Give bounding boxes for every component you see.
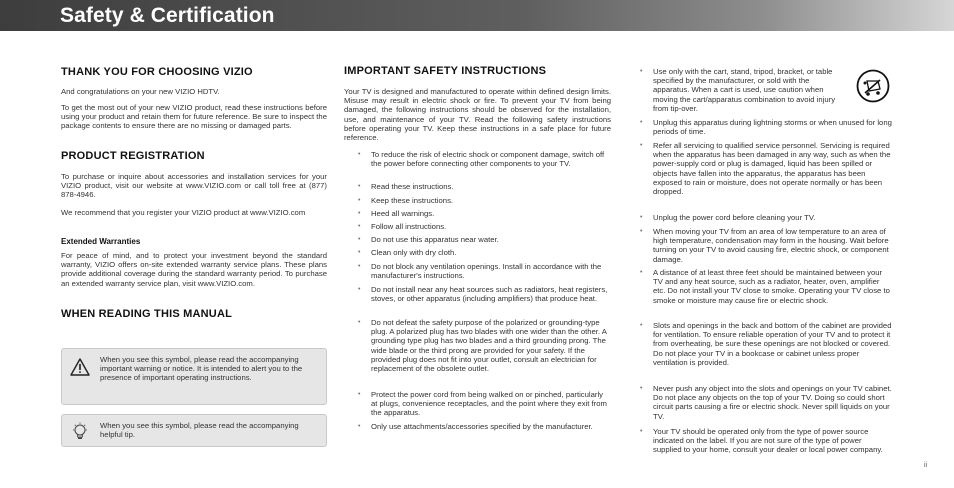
list-item: • Do not use this apparatus near water. xyxy=(358,235,499,244)
list-item: • Slots and openings in the back and bottom of the cabinet are provided for ventilation. To ensure reliable operation of your TV and to protect it from overheating, be sure these openings are not blocked or covered. Do not place your TV in a bookcase or cabinet unless proper ventilation is provided. xyxy=(640,321,892,367)
warning-notice-box xyxy=(61,348,327,405)
list-item: • Do not block any ventilation openings. Install in accordance with the manufacturer's instructions. xyxy=(358,262,602,281)
list-item: • A distance of at least three feet should be maintained between your TV and any heat source, such as a radiator, heater, oven, amplifier etc. Do not install your TV close to smoke. Operating your TV close to smoke or moisture may cause fire or electric shock. xyxy=(640,268,890,305)
list-item: • Only use attachments/accessories specified by the manufacturer. xyxy=(358,422,593,431)
reading-manual-heading: WHEN READING THIS MANUAL xyxy=(61,308,233,320)
list-item: • To reduce the risk of electric shock or component damage, switch off the power before connecting other components to your TV. xyxy=(358,150,605,169)
list-item: • Do not defeat the safety purpose of the polarized or grounding-type plug. A polarized plug has two blades with one wider than the other. A grounding type plug has two blades and a third grounding prong. The wide blade or the third prong are provided for your safety. If the provided plug does not fit into your outlet, consult an electrician for replacement of the obsolete outlet. xyxy=(358,318,607,374)
cart-tipover-icon xyxy=(856,69,890,103)
list-item: • Use only with the cart, stand, tripod, bracket, or table specified by the manufacturer, or sold with the apparatus. When a cart is used, use caution when moving the cart/apparatus combination to avoid injury from tip-over. xyxy=(640,67,836,113)
list-item: • Never push any object into the slots and openings on your TV cabinet. Do not place any objects on the top of your TV. Doing so could short circuit parts causing a fire or electric shock. Never spill liquids on your TV. xyxy=(640,384,892,421)
list-item: • Heed all warnings. xyxy=(358,209,435,218)
list-item: • Unplug this apparatus during lightning storms or when unused for long periods of time. xyxy=(640,118,892,137)
thank-you-text-2: To get the most out of your new VIZIO product, read these instructions before using your product and retain them for future reference. Be sure to inspect the package contents to ensure there are no missing or damaged parts. xyxy=(61,103,327,131)
list-item: • Read these instructions. xyxy=(358,182,454,191)
lightbulb-icon xyxy=(72,422,88,447)
list-item: • When moving your TV from an area of low temperature to an area of high temperature, condensation may form in the housing. Wait before turning on your TV to avoid causing fire, electric shock, or component damage. xyxy=(640,227,889,264)
tip-notice-text: When you see this symbol, please read the accompanying helpful tip. xyxy=(100,421,299,440)
safety-instructions-heading: IMPORTANT SAFETY INSTRUCTIONS xyxy=(344,65,547,77)
registration-text-1: To purchase or inquire about accessories and installation services for your VIZIO product, visit our website at www.VIZIO.com or call toll free at (877) 878-4946. xyxy=(61,172,327,200)
list-item: • Your TV should be operated only from the type of power source indicated on the label. If you are not sure of the type of power supplied to your home, consult your dealer or local power company. xyxy=(640,427,883,455)
extended-warranties-heading: Extended Warranties xyxy=(61,237,141,246)
page-header xyxy=(0,0,954,31)
list-item: • Protect the power cord from being walked on or pinched, particularly at plugs, convenience receptacles, and the point where they exit from the apparatus. xyxy=(358,390,607,418)
thank-you-text-1: And congratulations on your new VIZIO HDTV. xyxy=(61,87,220,96)
page-title: Safety & Certification xyxy=(60,4,275,27)
safety-intro-text: Your TV is designed and manufactured to operate within defined design limits. Misuse may result in electric shock or fire. To prevent your TV from being damaged, the following instructions should be observed for the installation, use, and maintenance of your TV. Read the following safety instructions before operating your TV. Keep these instructions in a safe place for future reference. xyxy=(344,87,611,143)
list-item: • Do not install near any heat sources such as radiators, heat registers, stoves, or other apparatus (including amplifiers) that produce heat. xyxy=(358,285,608,304)
thank-you-heading: THANK YOU FOR CHOOSING VIZIO xyxy=(61,66,253,78)
list-item: • Refer all servicing to qualified service personnel. Servicing is required when the apparatus has been damaged in any way, such as when the power-supply cord or plug is damaged, liquid has been spilled or objects have fallen into the apparatus, the apparatus has been exposed to rain or moisture, does not operate normally or has been dropped. xyxy=(640,141,891,197)
registration-text-2: We recommend that you register your VIZIO product at www.VIZIO.com xyxy=(61,208,306,217)
warning-triangle-icon xyxy=(70,358,90,381)
extended-warranties-text: For peace of mind, and to protect your investment beyond the standard warranty, VIZIO offers on-site extended warranty service plans. These plans provide additional coverage during the standard warranty period. To purchase an extended warranty service plan, visit www.VIZIO.com. xyxy=(61,251,327,288)
product-registration-heading: PRODUCT REGISTRATION xyxy=(61,150,205,162)
list-item: • Clean only with dry cloth. xyxy=(358,248,457,257)
list-item: • Follow all instructions. xyxy=(358,222,447,231)
list-item: • Unplug the power cord before cleaning your TV. xyxy=(640,213,816,222)
page-number: ii xyxy=(924,462,928,469)
tip-notice-box xyxy=(61,414,327,447)
list-item: • Keep these instructions. xyxy=(358,196,454,205)
warning-notice-text: When you see this symbol, please read the accompanying important warning or notice. It is intended to alert you to the presence of important operating instructions. xyxy=(100,355,303,383)
